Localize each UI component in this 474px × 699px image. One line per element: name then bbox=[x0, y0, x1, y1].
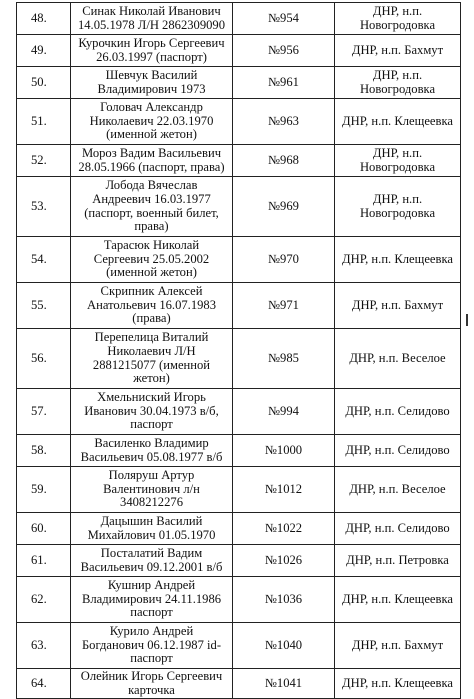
person-name-cell: Скрипник Алексей Анатольевич 16.07.1983 (права) bbox=[71, 283, 233, 329]
row-number: 61. bbox=[17, 545, 71, 577]
location-cell: ДНР, н.п. Селидово bbox=[335, 513, 461, 545]
row-number: 62. bbox=[17, 577, 71, 623]
location-cell: ДНР, н.п. Клещеевка bbox=[335, 669, 461, 699]
record-id-cell: №956 bbox=[233, 35, 335, 67]
table-row bbox=[17, 467, 461, 513]
row-number: 64. bbox=[17, 669, 71, 699]
location-cell: ДНР, н.п. Петровка bbox=[335, 545, 461, 577]
record-id-cell: №969 bbox=[233, 177, 335, 237]
record-id-cell: №1041 bbox=[233, 669, 335, 699]
table-row bbox=[17, 435, 461, 467]
row-number: 58. bbox=[17, 435, 71, 467]
row-number: 49. bbox=[17, 35, 71, 67]
person-name-cell: Дацышин Василий Михайлович 01.05.1970 bbox=[71, 513, 233, 545]
person-name-cell: Лобода Вячеслав Андреевич 16.03.1977 (паспорт, военный билет, права) bbox=[71, 177, 233, 237]
record-id-cell: №985 bbox=[233, 329, 335, 389]
row-number: 55. bbox=[17, 283, 71, 329]
person-name-cell: Тарасюк Николай Сергеевич 25.05.2002 (именной жетон) bbox=[71, 237, 233, 283]
person-name-cell: Хмельниский Игорь Иванович 30.04.1973 в/б, паспорт bbox=[71, 389, 233, 435]
location-cell: ДНР, н.п. Новогродовка bbox=[335, 67, 461, 99]
table-row bbox=[17, 329, 461, 389]
location-cell: ДНР, н.п. Новогродовка bbox=[335, 177, 461, 237]
table-row bbox=[17, 389, 461, 435]
person-name-cell: Синак Николай Иванович 14.05.1978 Л/Н 2862309090 bbox=[71, 3, 233, 35]
row-number: 51. bbox=[17, 99, 71, 145]
table-row bbox=[17, 283, 461, 329]
record-id-cell: №1022 bbox=[233, 513, 335, 545]
row-number: 63. bbox=[17, 623, 71, 669]
location-cell: ДНР, н.п. Веселое bbox=[335, 467, 461, 513]
record-id-cell: №954 bbox=[233, 3, 335, 35]
row-number: 53. bbox=[17, 177, 71, 237]
person-name-cell: Курило Андрей Богданович 06.12.1987 id- паспорт bbox=[71, 623, 233, 669]
location-cell: ДНР, н.п. Веселое bbox=[335, 329, 461, 389]
record-id-cell: №994 bbox=[233, 389, 335, 435]
record-id-cell: №1040 bbox=[233, 623, 335, 669]
table-row bbox=[17, 513, 461, 545]
location-cell: ДНР, н.п. Клещеевка bbox=[335, 99, 461, 145]
person-name-cell: Курочкин Игорь Сергеевич 26.03.1997 (паспорт) bbox=[71, 35, 233, 67]
location-cell: ДНР, н.п. Новогродовка bbox=[335, 145, 461, 177]
location-cell: ДНР, н.п. Бахмут bbox=[335, 35, 461, 67]
casualty-table bbox=[16, 2, 461, 699]
record-id-cell: №971 bbox=[233, 283, 335, 329]
table-row bbox=[17, 145, 461, 177]
table-row bbox=[17, 623, 461, 669]
table-body bbox=[17, 3, 461, 699]
record-id-cell: №970 bbox=[233, 237, 335, 283]
location-cell: ДНР, н.п. Бахмут bbox=[335, 623, 461, 669]
location-cell: ДНР, н.п. Клещеевка bbox=[335, 577, 461, 623]
person-name-cell: Поляруш Артур Валентинович л/н 3408212276 bbox=[71, 467, 233, 513]
record-id-cell: №1036 bbox=[233, 577, 335, 623]
table-row bbox=[17, 237, 461, 283]
person-name-cell: Олейник Игорь Сергеевич карточка bbox=[71, 669, 233, 699]
row-number: 59. bbox=[17, 467, 71, 513]
location-cell: ДНР, н.п. Новогродовка bbox=[335, 3, 461, 35]
row-number: 56. bbox=[17, 329, 71, 389]
table-row bbox=[17, 177, 461, 237]
table-row bbox=[17, 99, 461, 145]
row-number: 57. bbox=[17, 389, 71, 435]
record-id-cell: №968 bbox=[233, 145, 335, 177]
table-row bbox=[17, 67, 461, 99]
table-row bbox=[17, 35, 461, 67]
table-row bbox=[17, 669, 461, 699]
record-id-cell: №961 bbox=[233, 67, 335, 99]
scroll-mark bbox=[466, 314, 468, 326]
row-number: 54. bbox=[17, 237, 71, 283]
row-number: 52. bbox=[17, 145, 71, 177]
table-row bbox=[17, 545, 461, 577]
person-name-cell: Кушнир Андрей Владимирович 24.11.1986 паспорт bbox=[71, 577, 233, 623]
person-name-cell: Головач Александр Николаевич 22.03.1970 (именной жетон) bbox=[71, 99, 233, 145]
row-number: 48. bbox=[17, 3, 71, 35]
record-id-cell: №963 bbox=[233, 99, 335, 145]
location-cell: ДНР, н.п. Селидово bbox=[335, 435, 461, 467]
table-row bbox=[17, 3, 461, 35]
record-id-cell: №1026 bbox=[233, 545, 335, 577]
record-id-cell: №1012 bbox=[233, 467, 335, 513]
table-row bbox=[17, 577, 461, 623]
row-number: 50. bbox=[17, 67, 71, 99]
person-name-cell: Мороз Вадим Васильевич 28.05.1966 (паспорт, права) bbox=[71, 145, 233, 177]
location-cell: ДНР, н.п. Клещеевка bbox=[335, 237, 461, 283]
person-name-cell: Посталатий Вадим Васильевич 09.12.2001 в/б bbox=[71, 545, 233, 577]
location-cell: ДНР, н.п. Бахмут bbox=[335, 283, 461, 329]
location-cell: ДНР, н.п. Селидово bbox=[335, 389, 461, 435]
record-id-cell: №1000 bbox=[233, 435, 335, 467]
row-number: 60. bbox=[17, 513, 71, 545]
person-name-cell: Перепелица Виталий Николаевич Л/Н 2881215077 (именной жетон) bbox=[71, 329, 233, 389]
person-name-cell: Шевчук Василий Владимирович 1973 bbox=[71, 67, 233, 99]
person-name-cell: Василенко Владимир Васильевич 05.08.1977 в/б bbox=[71, 435, 233, 467]
